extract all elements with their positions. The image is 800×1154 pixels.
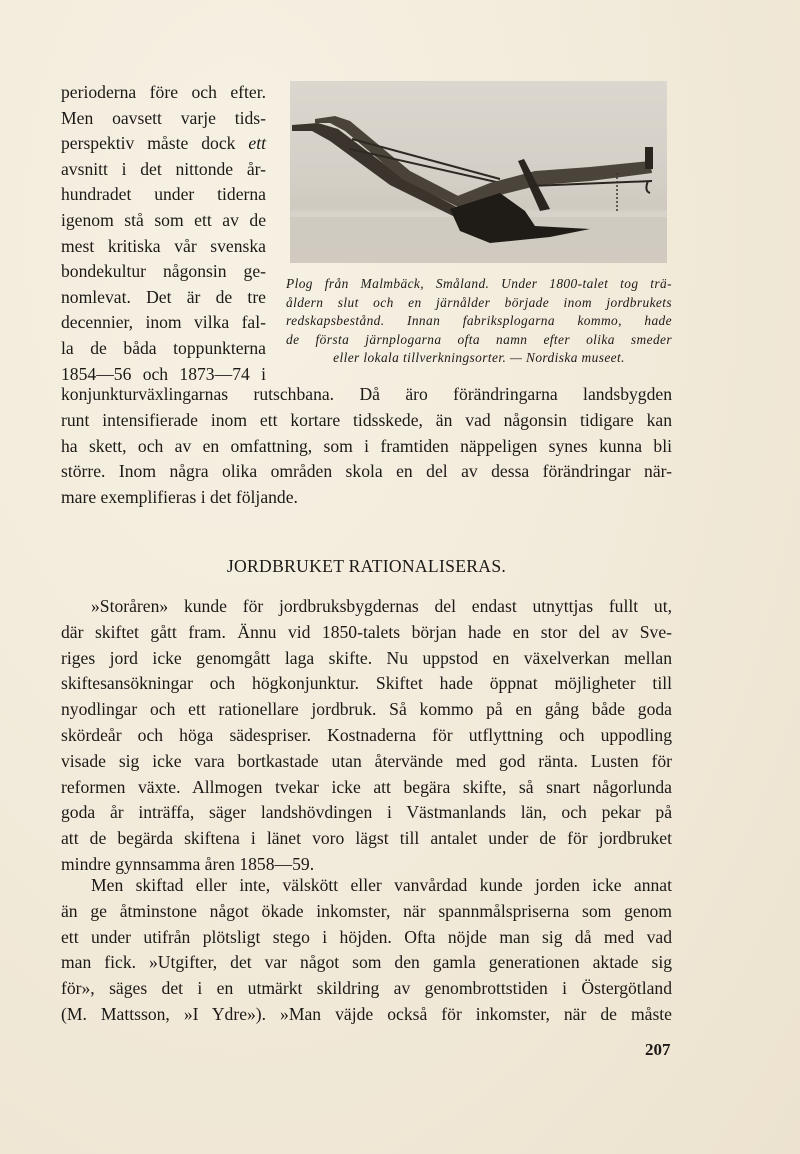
text-line: goda år inträffa, säger landshövdingen i Västmanlands län, och pekar på xyxy=(61,802,672,823)
text-line: man fick. »Utgifter, det var något som den gamla generationen aktade sig xyxy=(61,952,672,973)
text-line: där skiftet gått fram. Ännu vid 1850-talets början hade en stor del av Sve- xyxy=(61,621,672,642)
text-line: att de begärda skiftena i länet voro lägst till antalet under de för jordbruket xyxy=(61,828,672,849)
plow-illustration-icon xyxy=(290,81,667,263)
text-line: la de båda toppunkterna xyxy=(61,337,266,358)
text-line: decennier, inom vilka fal- xyxy=(61,312,266,333)
text-line: för», säges det i en utmärkt skildring av genombrottstiden i Östergötland xyxy=(61,978,672,999)
wrapped-text-column xyxy=(61,80,266,387)
paragraph-1 xyxy=(61,382,672,511)
caption-line: åldern slut och en järnålder började inom jordbrukets xyxy=(286,294,672,310)
text-line: perspektiv måste dock ett xyxy=(61,133,266,154)
text-line: runt intensifierade inom ett kortare tidsskede, än vad någonsin tidigare kan xyxy=(61,409,672,430)
text-line: ha skett, och av en omfattning, som i framtiden näppeligen synes kunna bli xyxy=(61,435,672,456)
figure-caption xyxy=(286,275,672,368)
text-line: mare exemplifieras i det följande. xyxy=(61,487,298,508)
text-line: Men oavsett varje tids- xyxy=(61,107,266,128)
text-line: konjunkturväxlingarnas rutschbana. Då äro förändringarna landsbygden xyxy=(61,384,672,404)
text-line: större. Inom några olika områden skola en del av dessa förändringar när- xyxy=(61,461,672,482)
text-line: perioderna före och efter. xyxy=(61,82,266,102)
text-line: hundradet under tiderna xyxy=(61,184,266,205)
paragraph-3 xyxy=(61,873,672,1028)
text-line: än ge åtminstone något ökade inkomster, när spannmålspriserna som genom xyxy=(61,900,672,921)
caption-line: Plog från Malmbäck, Småland. Under 1800-talet tog trä- xyxy=(286,276,672,291)
paragraph-2 xyxy=(61,594,672,878)
caption-line: redskapsbestånd. Innan fabriksplogarna kommo, hade xyxy=(286,313,672,329)
text-line: visade sig icke vara bortkastade utan återvände med god ränta. Lusten för xyxy=(61,750,672,771)
text-line: bondekultur någonsin ge- xyxy=(61,261,266,282)
text-line: »Storåren» kunde för jordbruksbygdernas del endast utnyttjas fullt ut, xyxy=(91,596,672,616)
emphasis: ett xyxy=(248,133,266,154)
caption-line: eller lokala tillverkningsorter. — Nordiska museet. xyxy=(333,350,625,366)
text-line: skiftesansökningar och högkonjunktur. Skiftet hade öppnat möjligheter till xyxy=(61,673,672,694)
text-line: 1854—56 och 1873—74 i xyxy=(61,363,266,384)
text-line: nomlevat. Det är de tre xyxy=(61,286,266,307)
plow-photograph xyxy=(290,81,667,263)
text-line: avsnitt i det nittonde år- xyxy=(61,158,266,179)
text-line: Men skiftad eller inte, välskött eller vanvårdad kunde jorden icke annat xyxy=(91,875,672,895)
text-line: reformen växte. Allmogen tvekar icke att begära skifte, så snart någorlunda xyxy=(61,776,672,797)
text-line: (M. Mattsson, »I Ydre»). »Man väjde också för inkomster, när de måste xyxy=(61,1003,672,1024)
text-line: riges jord icke genomgått laga skifte. Nu uppstod en växelverkan mellan xyxy=(61,647,672,668)
text-line: igenom stå som ett av de xyxy=(61,209,266,230)
text-line: nyodlingar och ett rationellare jordbruk. Så kommo på en gång både goda xyxy=(61,699,672,720)
text-line: skördeår och höga sädespriser. Kostnaderna för utflyttning och uppodling xyxy=(61,724,672,745)
text-line: mest kritiska vår svenska xyxy=(61,235,266,256)
text-line: ett under utifrån plötsligt stego i höjden. Ofta nöjde man sig då med vad xyxy=(61,926,672,947)
text-line: mindre gynnsamma åren 1858—59. xyxy=(61,853,315,874)
section-heading: JORDBRUKET RATIONALISERAS. xyxy=(226,556,507,576)
caption-line: de första järnplogarna ofta namn efter olika smeder xyxy=(286,331,672,347)
page-number: 207 xyxy=(645,1040,671,1059)
